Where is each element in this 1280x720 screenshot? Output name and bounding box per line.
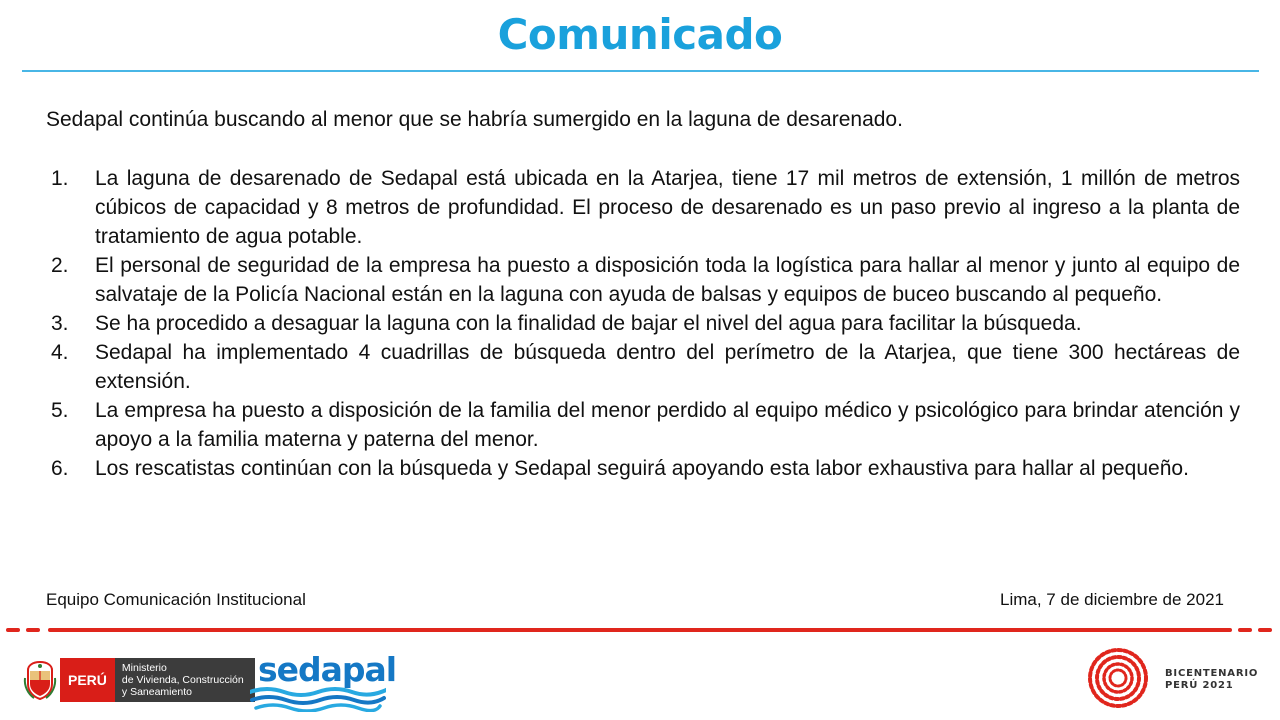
bicentenario-line: BICENTENARIO	[1165, 668, 1259, 679]
intro-paragraph: Sedapal continúa buscando al menor que se habría sumergido en la laguna de desarenado.	[46, 108, 903, 131]
statement-list	[46, 164, 1240, 483]
item-number: 2.	[51, 254, 69, 277]
footer-logos	[0, 640, 1280, 720]
list-item	[46, 164, 1240, 251]
page-title: Comunicado	[497, 10, 783, 59]
list-item	[46, 251, 1240, 309]
title-divider	[22, 70, 1259, 72]
item-text: Los rescatistas continúan con la búsqueda y Sedapal seguirá apoyando esta labor exhaustiva para hallar al pequeño.	[95, 457, 1189, 480]
ministry-line: Ministerio	[121, 662, 167, 674]
list-item	[46, 396, 1240, 454]
item-number: 6.	[51, 457, 69, 480]
bicentenario-text	[1165, 668, 1258, 692]
bicentenario-logo	[1086, 646, 1266, 710]
item-number: 4.	[51, 341, 69, 364]
item-number: 5.	[51, 399, 69, 422]
bicentenario-sun-icon	[1086, 646, 1150, 710]
ministry-name	[115, 658, 255, 702]
ministry-line: de Vivienda, Construcción	[121, 674, 244, 686]
list-item	[46, 454, 1240, 483]
sedapal-logo	[250, 650, 397, 712]
ministry-logo	[22, 658, 255, 702]
item-number: 1.	[51, 167, 69, 190]
bicentenario-line: PERÚ 2021	[1165, 680, 1234, 691]
coat-of-arms-icon	[22, 658, 58, 702]
signature-team: Equipo Comunicación Institucional	[46, 590, 306, 609]
peru-label: PERÚ	[60, 658, 115, 702]
water-waves-icon	[250, 686, 386, 712]
item-text: Se ha procedido a desaguar la laguna con la finalidad de bajar el nivel del agua para facilitar la búsqueda.	[95, 312, 1082, 335]
list-item	[46, 338, 1240, 396]
item-text: La empresa ha puesto a disposición de la familia del menor perdido al equipo médico y psicológico para brindar atención y apoyo a la familia materna y paterna del menor.	[95, 399, 1240, 451]
sedapal-wordmark: sedapal	[258, 650, 397, 689]
list-item	[46, 309, 1240, 338]
place-date: Lima, 7 de diciembre de 2021	[1000, 590, 1224, 609]
footer-divider	[0, 626, 1280, 634]
item-text: Sedapal ha implementado 4 cuadrillas de búsqueda dentro del perímetro de la Atarjea, que tiene 300 hectáreas de extensión.	[95, 341, 1240, 393]
item-text: La laguna de desarenado de Sedapal está ubicada en la Atarjea, tiene 17 mil metros de extensión, 1 millón de metros cúbicos de capacidad y 8 metros de profundidad. El proceso de desarenado es un paso previo al ingreso a la planta de tratamiento de agua potable.	[95, 167, 1240, 248]
item-text: El personal de seguridad de la empresa ha puesto a disposición toda la logística para hallar al menor y junto al equipo de salvataje de la Policía Nacional están en la laguna con ayuda de balsas y equipos de buceo buscando al pequeño.	[95, 254, 1240, 306]
ministry-line: y Saneamiento	[121, 686, 192, 698]
item-number: 3.	[51, 312, 69, 335]
